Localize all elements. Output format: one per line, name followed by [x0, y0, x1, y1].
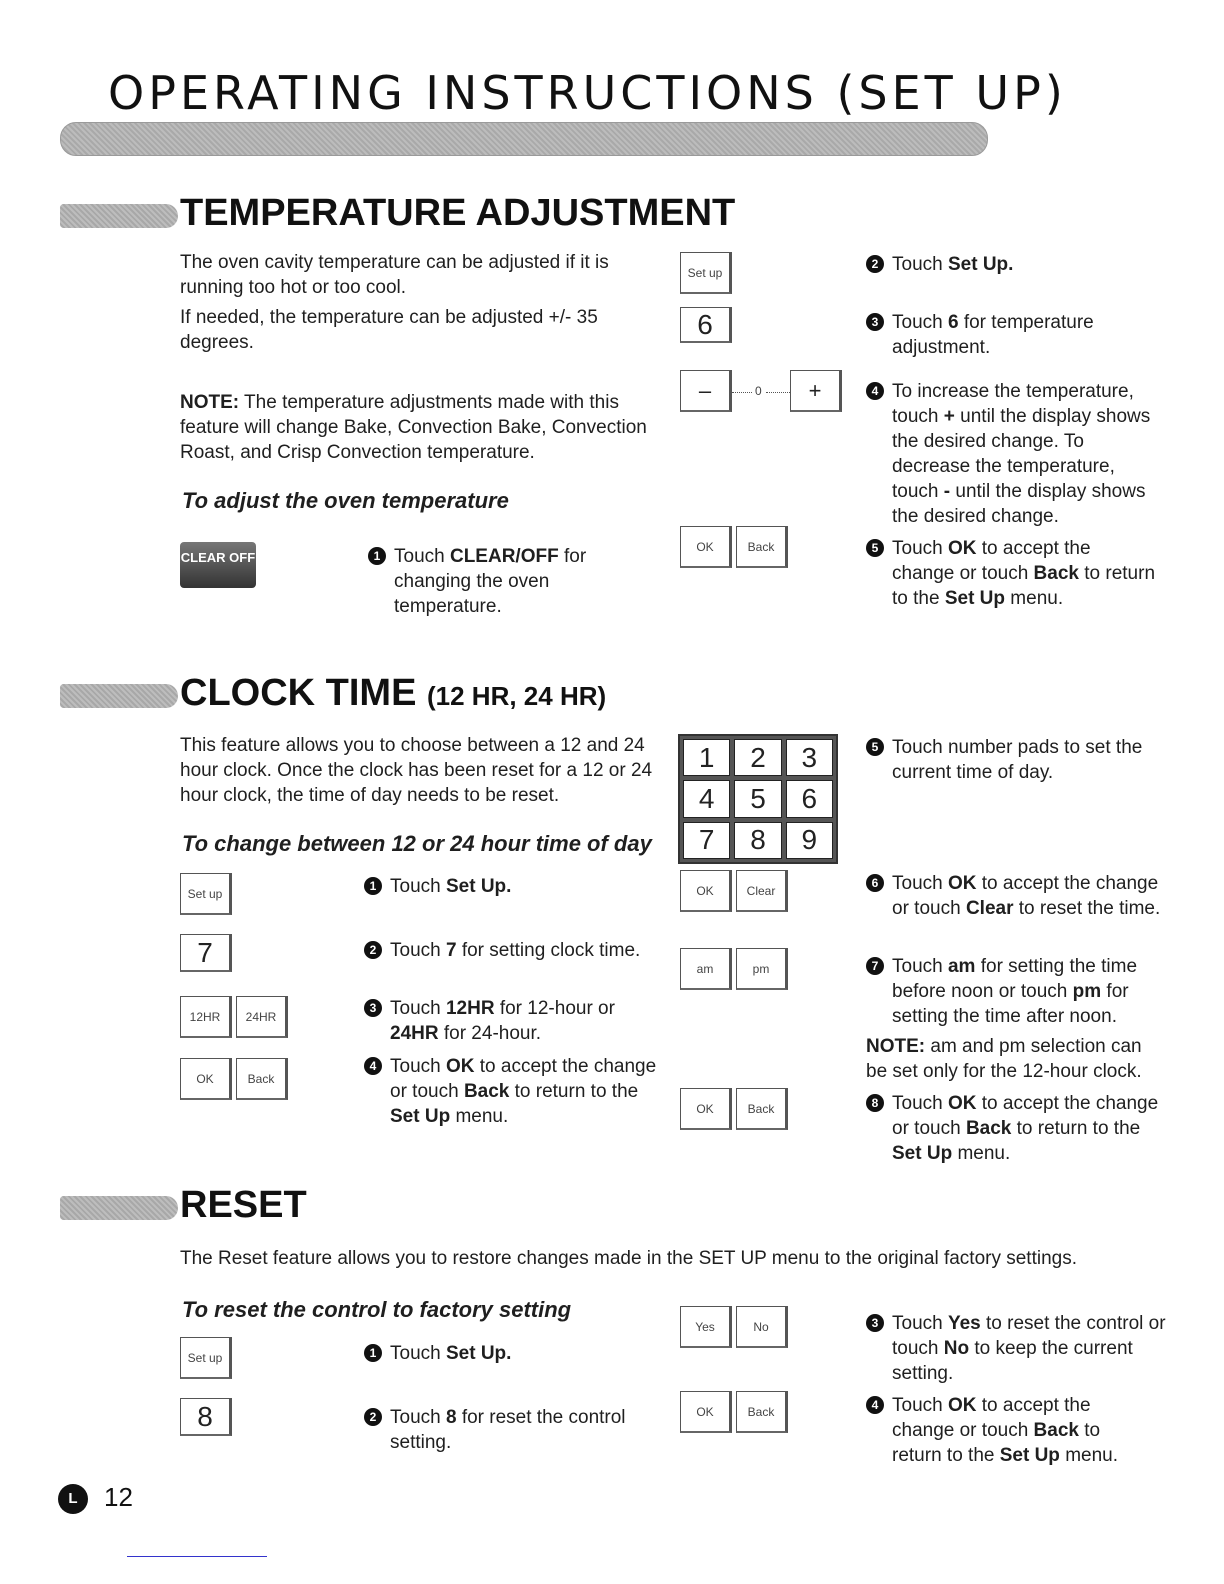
ok-button[interactable]: OK — [680, 526, 732, 568]
clear-button[interactable]: Clear — [736, 870, 788, 912]
keypad-key-9[interactable]: 9 — [786, 822, 833, 859]
24hr-button[interactable]: 24HR — [236, 996, 288, 1038]
title-bar — [60, 122, 988, 156]
adjust-value: 0 — [755, 384, 762, 398]
reset-step-4: 4 Touch OK to accept the change or touch Back to return to the Set Up menu. — [866, 1393, 1146, 1468]
temp-intro-2: If needed, the temperature can be adjusted +/- 35 degrees. — [180, 307, 598, 353]
keypad-key-2[interactable]: 2 — [734, 739, 781, 776]
setup-button[interactable]: Set up — [180, 1337, 232, 1379]
clock-step-7: 7 Touch am for setting the time before noon or touch pm for setting the time after noon. — [866, 954, 1156, 1029]
ok-button[interactable]: OK — [680, 1088, 732, 1130]
eight-button[interactable]: 8 — [180, 1398, 232, 1436]
ok-button[interactable]: OK — [680, 870, 732, 912]
page-number: 12 — [104, 1482, 133, 1512]
clock-step-5: 5 Touch number pads to set the current time of day. — [866, 735, 1156, 785]
six-button[interactable]: 6 — [680, 307, 732, 343]
clock-intro: This feature allows you to choose between a 12 and 24 hour clock. Once the clock has been reset for a 12 or 24 hour clock, the time of day needs to be reset. — [180, 735, 653, 806]
yes-button[interactable]: Yes — [680, 1306, 732, 1348]
pm-button[interactable]: pm — [736, 948, 788, 990]
clock-note: NOTE: am and pm selection can be set only for the 12-hour clock. — [866, 1036, 1142, 1082]
clock-step-4: 4 Touch OK to accept the change or touch Back to return to the Set Up menu. — [364, 1054, 664, 1129]
section-marker — [60, 684, 178, 708]
step-number-icon: 6 — [866, 874, 884, 892]
clock-subtitle: To change between 12 or 24 hour time of day — [182, 831, 652, 856]
back-button[interactable]: Back — [736, 1088, 788, 1130]
reset-intro: The Reset feature allows you to restore changes made in the SET UP menu to the original factory settings. — [180, 1248, 1077, 1269]
reset-step-1: 1 Touch Set Up. — [364, 1341, 654, 1366]
keypad-key-1[interactable]: 1 — [683, 739, 730, 776]
keypad-key-6[interactable]: 6 — [786, 780, 833, 817]
step-number-icon: 5 — [866, 539, 884, 557]
step-number-icon: 3 — [866, 313, 884, 331]
step-number-icon: 2 — [866, 255, 884, 273]
temp-subtitle: To adjust the oven temperature — [182, 488, 509, 513]
clock-step-3: 3 Touch 12HR for 12-hour or 24HR for 24-hour. — [364, 996, 634, 1046]
clock-step-1: 1 Touch Set Up. — [364, 874, 654, 899]
minus-button[interactable]: – — [680, 370, 732, 412]
clock-step-8: 8 Touch OK to accept the change or touch Back to return to the Set Up menu. — [866, 1091, 1166, 1166]
section-title-clock: CLOCK TIME (12 HR, 24 HR) — [180, 672, 607, 714]
step-number-icon: 3 — [866, 1314, 884, 1332]
step-number-icon: 5 — [866, 738, 884, 756]
temp-step-2: 2 Touch Set Up. — [866, 252, 1166, 277]
page-title: OPERATING INSTRUCTIONS (SET UP) — [108, 66, 1067, 120]
temp-step-3: 3 Touch 6 for temperature adjustment. — [866, 310, 1166, 360]
temp-intro-1: The oven cavity temperature can be adjusted if it is running too hot or too cool. — [180, 252, 609, 298]
section-marker — [60, 1196, 178, 1220]
step-number-icon: 1 — [368, 547, 386, 565]
temp-step-1: 1 Touch CLEAR/OFF for changing the oven temperature. — [368, 544, 628, 619]
temp-step-5: 5 Touch OK to accept the change or touch Back to return to the Set Up menu. — [866, 536, 1156, 611]
step-number-icon: 4 — [866, 382, 884, 400]
section-marker — [60, 204, 178, 228]
clock-step-6: 6 Touch OK to accept the change or touch Clear to reset the time. — [866, 871, 1166, 921]
footer-line — [127, 1556, 267, 1557]
step-number-icon: 1 — [364, 1344, 382, 1362]
keypad-key-5[interactable]: 5 — [734, 780, 781, 817]
keypad-key-4[interactable]: 4 — [683, 780, 730, 817]
plus-button[interactable]: + — [790, 370, 842, 412]
setup-button[interactable]: Set up — [180, 873, 232, 915]
adjust-line — [732, 392, 752, 394]
setup-button[interactable]: Set up — [680, 252, 732, 294]
note-label: NOTE: — [180, 392, 240, 413]
temp-note — [180, 390, 660, 465]
step-number-icon: 7 — [866, 957, 884, 975]
step-number-icon: 4 — [866, 1396, 884, 1414]
keypad-key-7[interactable]: 7 — [683, 822, 730, 859]
step-number-icon: 1 — [364, 877, 382, 895]
back-button[interactable]: Back — [736, 1391, 788, 1433]
step-number-icon: 3 — [364, 999, 382, 1017]
keypad-key-3[interactable]: 3 — [786, 739, 833, 776]
ok-button[interactable]: OK — [680, 1391, 732, 1433]
reset-step-2: 2 Touch 8 for reset the control setting. — [364, 1405, 654, 1455]
reset-step-3: 3 Touch Yes to reset the control or touch No to keep the current setting. — [866, 1311, 1166, 1386]
seven-button[interactable]: 7 — [180, 934, 232, 972]
step-number-icon: 2 — [364, 941, 382, 959]
adjust-line — [766, 392, 790, 394]
12hr-button[interactable]: 12HR — [180, 996, 232, 1038]
am-button[interactable]: am — [680, 948, 732, 990]
keypad-key-8[interactable]: 8 — [734, 822, 781, 859]
clock-step-2: 2 Touch 7 for setting clock time. — [364, 938, 664, 963]
clear-off-button[interactable]: CLEAR OFF — [180, 542, 256, 588]
step-number-icon: 8 — [866, 1094, 884, 1112]
temp-step-4: 4 To increase the temperature, touch + until the display shows the desired change. To decrease the temperature, touch - until the display shows the desired change. — [866, 379, 1166, 529]
ok-button[interactable]: OK — [180, 1058, 232, 1100]
section-title-reset: RESET — [180, 1184, 307, 1226]
reset-subtitle: To reset the control to factory setting — [182, 1297, 572, 1322]
lg-logo-icon: L — [58, 1484, 88, 1514]
no-button[interactable]: No — [736, 1306, 788, 1348]
back-button[interactable]: Back — [236, 1058, 288, 1100]
step-number-icon: 2 — [364, 1408, 382, 1426]
number-keypad — [678, 734, 838, 864]
section-title-temperature: TEMPERATURE ADJUSTMENT — [180, 192, 736, 234]
back-button[interactable]: Back — [736, 526, 788, 568]
step-number-icon: 4 — [364, 1057, 382, 1075]
note-text: The temperature adjustments made with this feature will change Bake, Convection Bake, Convection Roast, and Crisp Convection temperature. — [180, 392, 647, 463]
